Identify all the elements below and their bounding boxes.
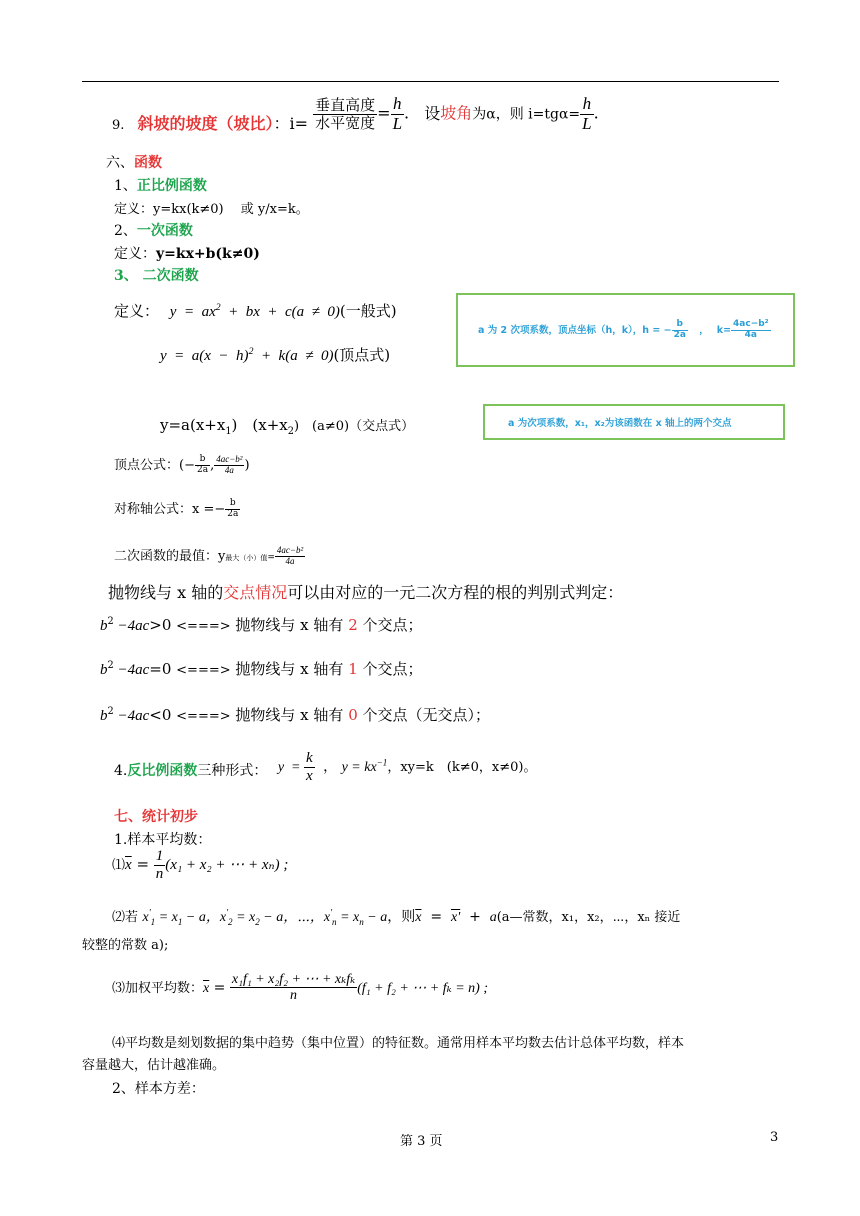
discriminant-intro: 抛物线与 x 轴的交点情况可以由对应的一元二次方程的根的判别式判定： xyxy=(108,583,624,602)
extreme-value: 二次函数的最值：y最大（小）值= $\frac{\text{4ac−b²}}{4a}$ xyxy=(114,545,304,566)
item9-set: 设 xyxy=(424,103,441,123)
footer-page-label: 第 3 页 xyxy=(400,1134,443,1149)
sec6-s2-def: 定义：y=kx+b(k≠0) xyxy=(114,246,260,262)
item9-frac1: $\frac{\text{垂直高度}}{\text{水平宽度}}$ xyxy=(315,96,376,132)
item9-slope-angle: 坡角 xyxy=(440,103,473,123)
quad-intercept-form: $y=a(x+x_1)$ $(x+x_2)$ (a≠0)（交点式） xyxy=(160,416,415,437)
item9-period2: . xyxy=(593,103,599,123)
item9-line xyxy=(112,95,599,145)
header-rule xyxy=(82,81,779,82)
sec7-s2: 2、样本方差： xyxy=(112,1081,205,1097)
mean-formula-2-cont: 较整的常数 a); xyxy=(82,938,169,953)
vertex-formula: 顶点公式：(− $\frac{b}{2a}$ , $\frac{\text{4ac−b²}}{4a}$ ) xyxy=(114,454,250,475)
sec6-s2-heading: 2、一次函数 xyxy=(114,223,193,239)
mean-note-line2: 容量越大，估计越准确。 xyxy=(82,1058,226,1073)
item9-is-alpha: 为α，则 i=tgα= xyxy=(472,106,581,123)
sec6-title: 函数 xyxy=(134,155,162,171)
linear-def: y=kx+b(k≠0) xyxy=(156,246,260,262)
discriminant-case-3: $b^2 -4ac<0$ <===> 抛物线与 x 轴有 0 个交点（无交点）； xyxy=(100,706,491,724)
item9-period1: . xyxy=(404,103,410,123)
footer-page-number: 3 xyxy=(770,1130,779,1145)
sec6-heading: 六、函数 xyxy=(106,155,162,171)
discriminant-case-1: $b^2 -4ac>0$ <===> 抛物线与 x 轴有 2 个交点； xyxy=(100,616,423,634)
sec7-title: 七、统计初步 xyxy=(114,809,198,825)
sec6-s3-heading: 3、 二次函数 xyxy=(114,268,199,284)
note-box-intercept-text: a 为次项系数，x₁，x₂为该函数在 x 轴上的两个交点 xyxy=(508,418,732,429)
item9-number: 9. xyxy=(112,117,125,133)
item9-eq: = xyxy=(377,103,391,123)
sec6-s1-def: 定义：y=kx(k≠0) 或 y/x=k。 xyxy=(114,202,309,217)
discriminant-case-2: $b^2 -4ac=0$ <===> 抛物线与 x 轴有 1 个交点； xyxy=(100,660,423,678)
quad-general-form: 定义： $y = ax^2$ + bx + c(a ≠ 0)(一般式) xyxy=(114,302,397,320)
item9-frac2: $\frac{h}{L}$ xyxy=(392,94,403,133)
item9-title: 斜坡的坡度（坡比） xyxy=(137,113,274,133)
item9-colon: ：i= xyxy=(273,113,309,133)
axis-formula: 对称轴公式：x =− $\frac{b}{2a}$ xyxy=(114,498,239,519)
quad-vertex-form: $y = a(x - h)^2 + k(a \ne 0)$(顶点式) xyxy=(160,346,391,364)
mean-formula-2: ⑵若 $x'_1 = x_1 - a$，$x'_2 = x_2 - a$，⋯，$x'_n = x_n - a$，则$\overline{x} = x'$ + a(a—常数，x₁，x₂，⋯，xₙ 接近 xyxy=(112,907,681,927)
sec6-s1-title: 正比例函数 xyxy=(136,178,207,194)
item9-frac3: $\frac{h}{L}$ xyxy=(582,94,592,133)
mean-note-line1: ⑷平均数是刻划数据的集中趋势（集中位置）的特征数。通常用样本平均数去估计总体平均数，样本 xyxy=(112,1036,685,1051)
weighted-mean: ⑶加权平均数：$\overline{x}$ = $\frac{\text{x₁f₁ + x₂f₂ + ⋯ + xₖfₖ}}{n}$ (f₁ + f₂ + ⋯ + fₖ = n) ; xyxy=(112,972,489,1004)
sec6-s1-heading: 1、正比例函数 xyxy=(114,178,207,194)
sec7-s1: 1.样本平均数： xyxy=(114,832,212,848)
inverse-proportion: 4.反比例函数三种形式： y = $\frac{k}{x}$ ， $y = kx^{-1}$，xy=k (k≠0，x≠0)。 xyxy=(114,750,537,784)
sec6-s2-title: 一次函数 xyxy=(136,223,193,239)
mean-formula-1: $⑴\overline{x}$ = $\frac{1}{n}$ (x₁ + x₂ + ⋯ + xₙ) ; xyxy=(112,848,289,882)
note-box-vertex-text: a 为 2 次项系数，顶点坐标（h，k），h = − $\frac{b}{2a}$ ， k= $\frac{\text{4ac−b²}}{4a}$ xyxy=(478,319,769,340)
